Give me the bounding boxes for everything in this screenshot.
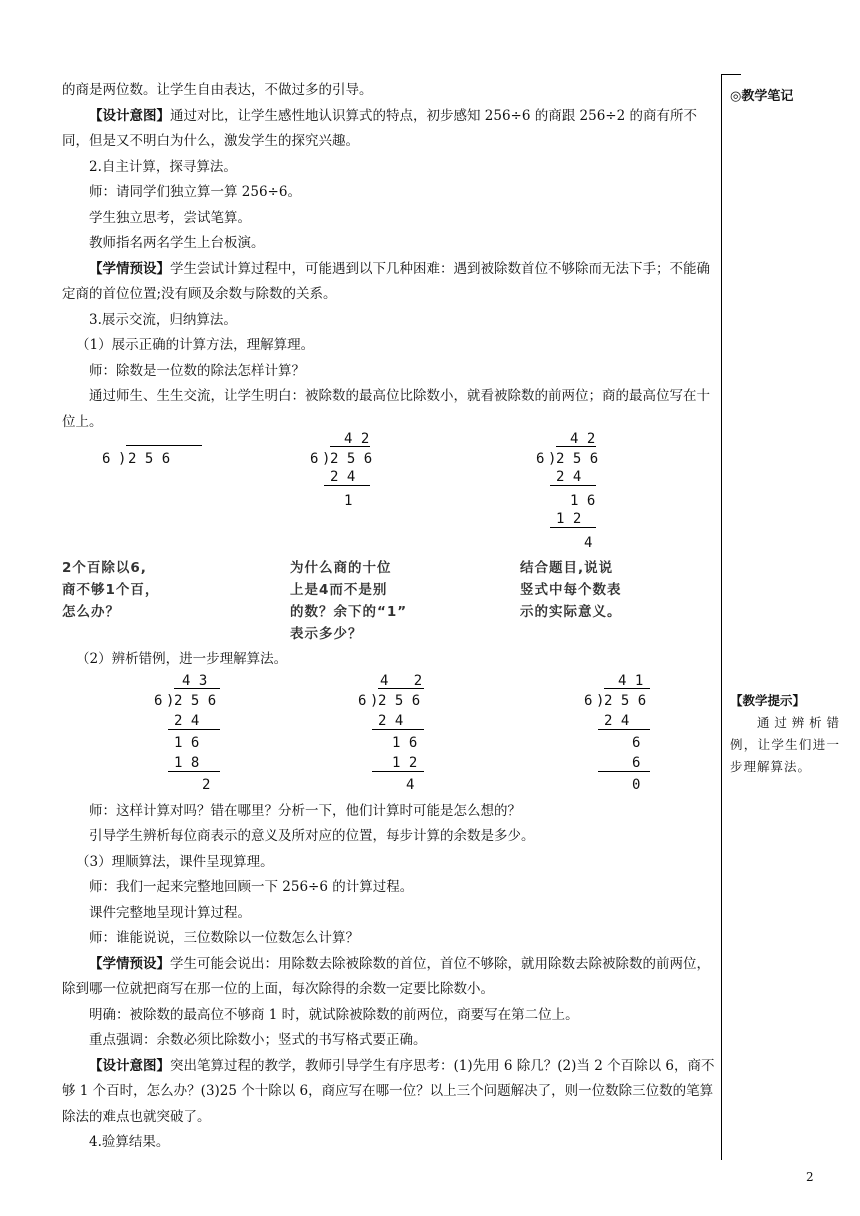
divisor: 6 xyxy=(358,692,367,709)
subtract-2: 1 8 xyxy=(174,754,200,771)
subtraction-rule xyxy=(324,485,370,486)
paragraph xyxy=(62,180,716,206)
paragraph xyxy=(62,875,716,901)
remainder-1: 1 6 xyxy=(570,493,596,509)
diagram-area-correct xyxy=(62,431,716,647)
paragraph xyxy=(62,1130,716,1156)
subtraction-rule xyxy=(550,485,596,486)
note-line: 示的实际意义。 xyxy=(520,604,622,620)
paragraph xyxy=(62,1054,716,1131)
subtraction-rule xyxy=(372,771,424,772)
subtraction-rule xyxy=(598,729,650,730)
handwritten-note-1 xyxy=(62,557,159,623)
paragraph-text: 的商是两位数。让学生自由表达，不做过多的引导。 xyxy=(62,82,373,98)
paragraph-text: 学生可能会说出：用除数去除被除数的首位，首位不够除，就用除数去除被除数的前两位，除到哪一位就把商写在那一位的上面，每次除得的余数一定要比除数小。 xyxy=(62,955,710,997)
paragraph-text: 师：我们一起来完整地回顾一下 256÷6 的计算过程。 xyxy=(89,879,414,895)
division-bracket xyxy=(126,445,202,446)
paragraph-text: 通过对比，让学生感性地认识算式的特点，初步感知 256÷6 的商跟 256÷2 的商有所不同，但是又不明白为什么，激发学生的探究兴趣。 xyxy=(62,107,697,149)
subtract-2: 6 xyxy=(632,754,641,771)
remainder-2: 2 xyxy=(202,776,211,793)
subtraction-rule xyxy=(598,771,650,772)
paragraph xyxy=(62,257,716,308)
bracket-curve: ) xyxy=(548,451,557,467)
paragraph-text: 课件完整地呈现计算过程。 xyxy=(89,904,251,921)
divisor: 6 xyxy=(102,451,111,467)
remainder-2: 0 xyxy=(632,776,641,793)
subtraction-rule xyxy=(168,771,220,772)
bracket-curve: ) xyxy=(322,451,331,467)
paragraph xyxy=(62,1003,716,1029)
handwritten-note-2 xyxy=(290,557,407,645)
sidebar-top-rule xyxy=(721,74,741,75)
remainder-2: 4 xyxy=(584,535,593,551)
paragraph-text: 重点强调：余数必须比除数小；竖式的书写格式要正确。 xyxy=(89,1032,427,1048)
main-content xyxy=(62,78,716,1156)
paragraph-text: （1）展示正确的计算方法，理解算理。 xyxy=(76,337,315,353)
dividend: 2 5 6 xyxy=(128,451,171,467)
subtraction-rule xyxy=(372,729,424,730)
note-line: 上是4而不是别 xyxy=(290,582,388,598)
divisor: 6 xyxy=(310,451,319,467)
paragraph-text: 明确：被除数的最高位不够商 1 时，就试除被除数的前两位，商要写在第二位上。 xyxy=(89,1006,579,1023)
paragraph xyxy=(62,952,716,1003)
dividend: 2 5 6 xyxy=(604,692,647,709)
paragraph-text: 师：这样计算对吗？错在哪里？分析一下，他们计算时可能是怎么想的？ xyxy=(89,802,521,819)
divisor: 6 xyxy=(536,451,545,467)
page-number: 2 xyxy=(806,1170,814,1184)
paragraph xyxy=(62,901,716,927)
subtract-2: 1 2 xyxy=(556,511,582,527)
tips-title: 【教学提示】 xyxy=(730,693,806,708)
paragraph xyxy=(62,359,716,385)
note-line: 为什么商的十位 xyxy=(290,560,392,576)
paragraph xyxy=(62,926,716,952)
subtract-1: 2 4 xyxy=(604,712,630,729)
paragraph xyxy=(62,155,716,181)
quotient: 4 2 xyxy=(570,431,596,447)
subtract-2: 1 2 xyxy=(392,754,418,771)
bracket-curve: ) xyxy=(118,451,127,467)
paragraph xyxy=(62,850,716,876)
remainder-1: 1 xyxy=(344,493,353,509)
paragraph-text: 2.自主计算，探寻算法。 xyxy=(89,158,237,175)
remainder-1: 1 6 xyxy=(392,734,418,751)
subtraction-rule xyxy=(168,729,220,730)
paragraph-text: 3.展示交流，归纳算法。 xyxy=(89,311,237,328)
paragraph-text: 4.验算结果。 xyxy=(89,1134,170,1150)
bracket-curve: ) xyxy=(596,692,605,709)
dividend: 2 5 6 xyxy=(174,692,217,709)
note-line: 怎么办？ xyxy=(62,604,120,620)
paragraph xyxy=(62,799,716,825)
bracket-curve: ) xyxy=(166,692,175,709)
quotient: 4 2 xyxy=(380,672,423,689)
paragraphs-top xyxy=(62,78,716,435)
paragraph-text: 学生独立思考，尝试笔算。 xyxy=(89,209,251,226)
dividend: 2 5 6 xyxy=(556,451,599,467)
sidebar-divider xyxy=(721,74,722,1160)
paragraph xyxy=(62,1028,716,1054)
paragraph-text: 师：除数是一位数的除法怎样计算？ xyxy=(89,362,305,379)
subtract-1: 2 4 xyxy=(556,469,582,485)
note-line: 商不够1个百， xyxy=(62,582,160,598)
note-line: 表示多少？ xyxy=(290,626,363,642)
paragraph xyxy=(62,78,716,104)
dividend: 2 5 6 xyxy=(378,692,421,709)
paragraph-tag: 【设计意图】 xyxy=(89,107,170,124)
bracket-curve: ) xyxy=(370,692,379,709)
remainder-1: 6 xyxy=(632,734,641,751)
note-line: 2个百除以6, xyxy=(62,560,147,576)
subtract-1: 2 4 xyxy=(330,469,356,485)
sidebar-notes-title: ◎教学笔记 xyxy=(730,89,794,104)
note-line: 竖式中每个数表 xyxy=(520,582,622,598)
handwritten-note-3 xyxy=(520,557,622,623)
paragraph xyxy=(62,333,716,359)
note-line: 结合题目,说说 xyxy=(520,560,614,576)
paragraph-text: 通过师生、生生交流，让学生明白：被除数的最高位比除数小，就看被除数的前两位；商的最高位写在十位上。 xyxy=(62,388,710,430)
divisor: 6 xyxy=(584,692,593,709)
sidebar-tips xyxy=(730,690,840,778)
paragraph xyxy=(62,824,716,850)
remainder-2: 4 xyxy=(406,776,415,793)
paragraph xyxy=(62,231,716,257)
quotient: 4 2 xyxy=(344,431,370,447)
paragraph-text: 师：请同学们独立算一算 256÷6。 xyxy=(89,184,301,200)
quotient: 4 1 xyxy=(618,672,644,689)
paragraph xyxy=(62,384,716,435)
subtraction-rule xyxy=(550,527,596,528)
paragraph-text: 突出笔算过程的教学，教师引导学生有序思考：(1)先用 6 除几？(2)当 2 个百除以 6，商不够 1 个百时，怎么办？(3)25 个十除以 6，商应写在哪一位？以上三个问题解决了，则一位数除三位数的笔算除法的难点也就突破了。 xyxy=(62,1057,715,1125)
note-line: 的数？余下的“1” xyxy=(290,604,408,620)
divisor: 6 xyxy=(154,692,163,709)
remainder-1: 1 6 xyxy=(174,734,200,751)
paragraph-text: （3）理顺算法，课件呈现算理。 xyxy=(76,853,274,870)
paragraphs-bottom xyxy=(62,799,716,1156)
paragraph xyxy=(62,104,716,155)
paragraph-text: 教师指名两名学生上台板演。 xyxy=(89,235,265,251)
dividend: 2 5 6 xyxy=(330,451,373,467)
quotient: 4 3 xyxy=(182,672,208,689)
paragraph-text: 引导学生辨析每位商表示的意义及所对应的位置，每步计算的余数是多少。 xyxy=(89,828,535,844)
paragraph-text: 学生尝试计算过程中，可能遇到以下几种困难：遇到被除数首位不够除而无法下手；不能确定商的首位位置;没有顾及余数与除数的关系。 xyxy=(62,260,710,302)
section-sub-2: （2）辨析错例，进一步理解算法。 xyxy=(76,651,288,667)
subtract-1: 2 4 xyxy=(378,712,404,729)
paragraph-tag: 【学情预设】 xyxy=(89,260,170,277)
subtract-1: 2 4 xyxy=(174,712,200,729)
diagram-area-errors xyxy=(62,673,716,799)
paragraph xyxy=(62,206,716,232)
paragraph-tag: 【学情预设】 xyxy=(89,955,170,972)
tips-body: 通过辨析错例，让学生们进一步理解算法。 xyxy=(730,715,840,774)
paragraph-tag: 【设计意图】 xyxy=(89,1057,170,1074)
paragraph xyxy=(62,308,716,334)
paragraph-text: 师：谁能说说，三位数除以一位数怎么计算？ xyxy=(89,930,359,946)
